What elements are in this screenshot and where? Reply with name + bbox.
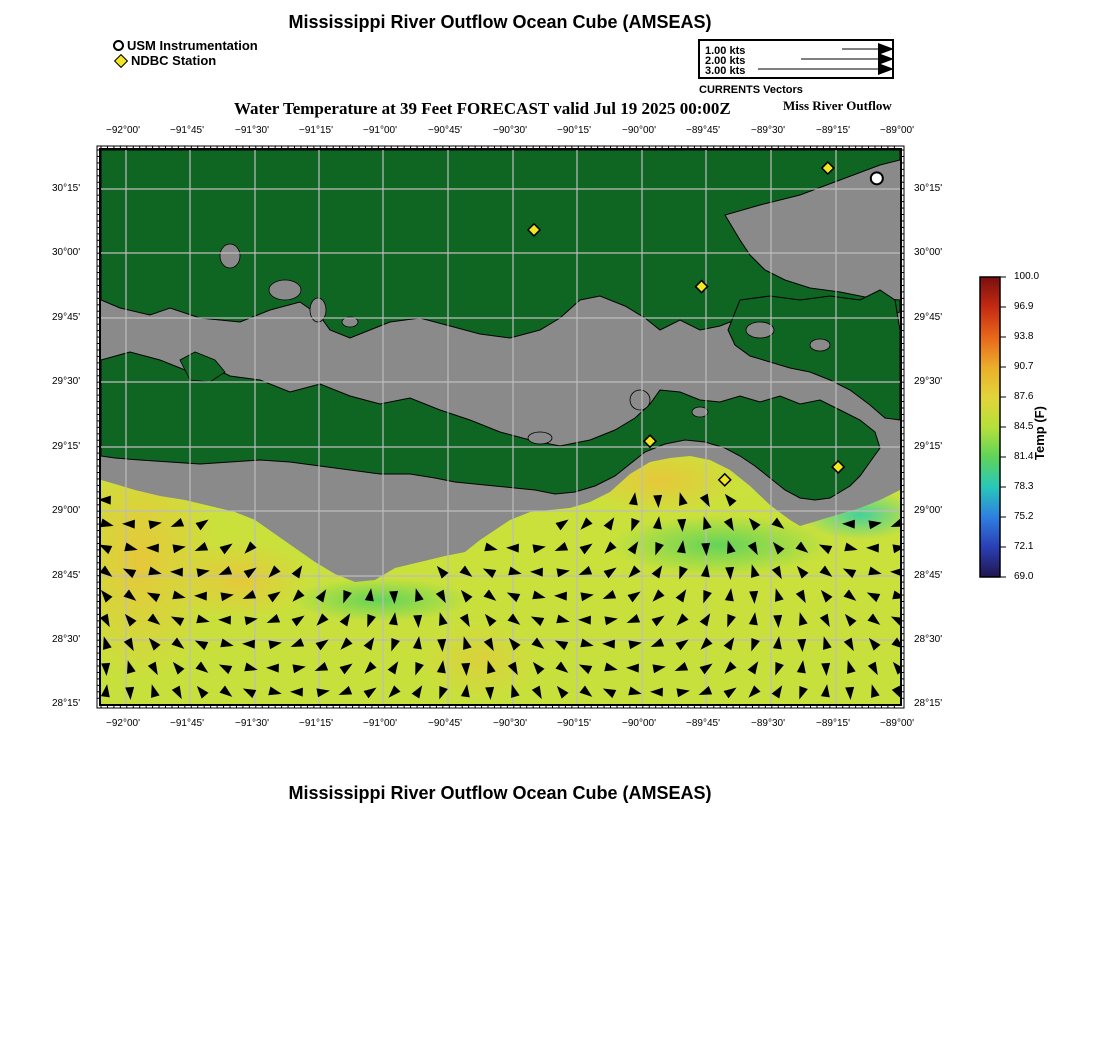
lat-labels-left-tick: 29°00' — [52, 505, 81, 516]
warm-patch-west-2 — [170, 540, 310, 620]
lat-labels-right-tick: 29°15' — [914, 441, 943, 452]
lat-labels-left-tick: 29°30' — [52, 376, 81, 387]
lon-labels-top-tick: −90°30' — [493, 125, 527, 136]
colorbar-tick-label: 96.9 — [1014, 301, 1034, 312]
lat-labels-left-tick: 29°45' — [52, 312, 81, 323]
vector-key-caption: CURRENTS Vectors — [699, 84, 803, 96]
page-title-top: Mississippi River Outflow Ocean Cube (AMSEAS) — [288, 12, 712, 32]
lon-labels-top-tick: −92°00' — [106, 125, 140, 136]
lat-labels-right-tick: 30°15' — [914, 183, 943, 194]
colorbar-tick-label: 93.8 — [1014, 331, 1034, 342]
lon-labels-top-tick: −89°45' — [686, 125, 720, 136]
lon-labels-top-tick: −90°00' — [622, 125, 656, 136]
lon-labels-bottom-tick: −90°45' — [428, 718, 462, 729]
lat-labels-right-tick: 30°00' — [914, 247, 943, 258]
region-label: Miss River Outflow — [783, 98, 892, 113]
lon-labels-top-tick: −89°15' — [816, 125, 850, 136]
lon-labels-bottom-tick: −92°00' — [106, 718, 140, 729]
lat-labels-right-tick: 28°30' — [914, 634, 943, 645]
lat-labels-right-tick: 29°30' — [914, 376, 943, 387]
lat-labels-right-tick: 29°45' — [914, 312, 943, 323]
colorbar-ticks — [1000, 277, 1006, 577]
colorbar-tick-label: 78.3 — [1014, 481, 1034, 492]
vector-key-2kt: 2.00 kts — [705, 55, 746, 67]
lat-labels-right-tick: 28°45' — [914, 570, 943, 581]
lon-labels-bottom-tick: −91°45' — [170, 718, 204, 729]
lon-labels-bottom-tick: −90°15' — [557, 718, 591, 729]
colorbar-tick-label: 90.7 — [1014, 361, 1034, 372]
lake-3 — [220, 244, 240, 268]
lon-labels-bottom-tick: −90°00' — [622, 718, 656, 729]
lon-labels-top-tick: −89°30' — [751, 125, 785, 136]
colorbar-tick-label: 81.4 — [1014, 451, 1034, 462]
lon-labels-top-tick: −89°00' — [880, 125, 914, 136]
map-area — [60, 150, 920, 704]
lon-labels-bottom-tick: −89°15' — [816, 718, 850, 729]
lat-labels-left-tick: 28°15' — [52, 698, 81, 709]
lon-labels-top-tick: −90°15' — [557, 125, 591, 136]
lon-labels-top-tick: −91°15' — [299, 125, 333, 136]
colorbar-tick-label: 69.0 — [1014, 571, 1034, 582]
vector-key-1kt: 1.00 kts — [705, 45, 746, 57]
legend-usm-label: USM Instrumentation — [127, 38, 258, 53]
lon-labels-bottom-tick: −90°30' — [493, 718, 527, 729]
lon-labels-bottom-tick: −91°00' — [363, 718, 397, 729]
colorbar-tick-label: 84.5 — [1014, 421, 1034, 432]
map-subtitle: Water Temperature at 39 Feet FORECAST valid Jul 19 2025 00:00Z — [234, 99, 731, 118]
lon-labels-top-tick: −91°00' — [363, 125, 397, 136]
legend-ndbc-label: NDBC Station — [131, 53, 217, 68]
lat-labels-left-tick: 28°45' — [52, 570, 81, 581]
lat-labels-left-tick: 28°30' — [52, 634, 81, 645]
colorbar — [980, 277, 1000, 577]
lat-labels-right-tick: 29°00' — [914, 505, 943, 516]
lat-labels-left-tick: 30°15' — [52, 183, 81, 194]
lake-1 — [269, 280, 301, 300]
lon-labels-bottom-tick: −91°30' — [235, 718, 269, 729]
lon-labels-top-tick: −90°45' — [428, 125, 462, 136]
page-title-bottom: Mississippi River Outflow Ocean Cube (AMSEAS) — [288, 783, 712, 803]
colorbar-title: Temp (F) — [1032, 406, 1047, 460]
colorbar-tick-label: 87.6 — [1014, 391, 1034, 402]
lon-labels-bottom-tick: −89°45' — [686, 718, 720, 729]
lon-labels-bottom-tick: −89°30' — [751, 718, 785, 729]
lat-labels-right-tick: 28°15' — [914, 698, 943, 709]
colorbar-tick-label: 100.0 — [1014, 271, 1040, 282]
colorbar-tick-label: 75.2 — [1014, 511, 1034, 522]
colorbar-tick-label: 72.1 — [1014, 541, 1034, 552]
lon-labels-bottom-tick: −89°00' — [880, 718, 914, 729]
lat-labels-left-tick: 30°00' — [52, 247, 81, 258]
lat-labels-left-tick: 29°15' — [52, 441, 81, 452]
lon-labels-top-tick: −91°45' — [170, 125, 204, 136]
lon-labels-bottom-tick: −91°15' — [299, 718, 333, 729]
lon-labels-top-tick: −91°30' — [235, 125, 269, 136]
usm-instrument-marker — [871, 172, 883, 184]
vector-key-3kt: 3.00 kts — [705, 65, 746, 77]
